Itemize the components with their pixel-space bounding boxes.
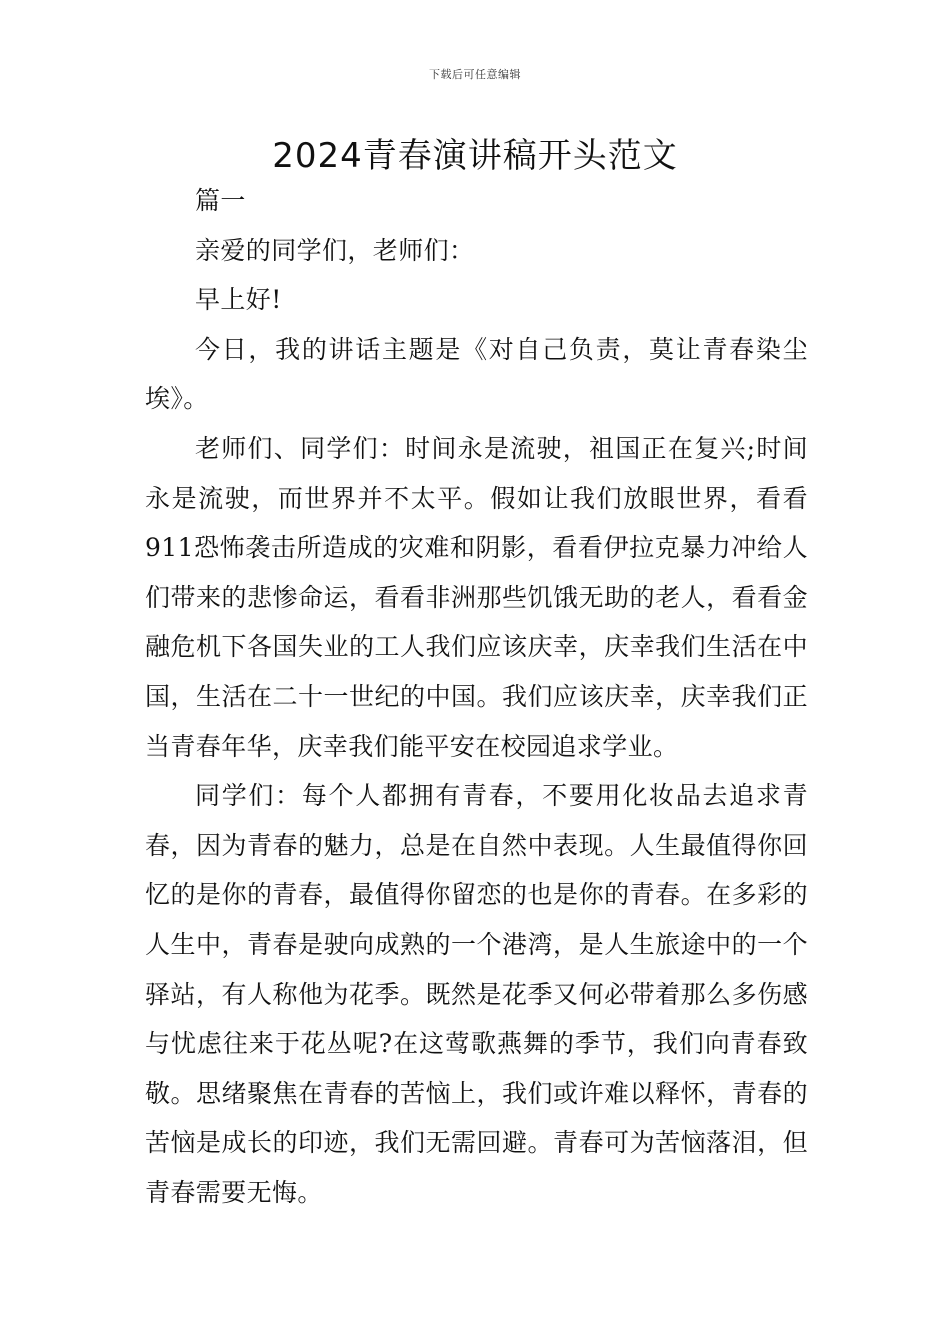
document-body — [145, 176, 808, 1217]
header-note: 下载后可任意编辑 — [429, 68, 521, 81]
document-title: 2024青春演讲稿开头范文 — [272, 136, 678, 176]
paragraph-section-label: 篇一 — [195, 186, 246, 215]
paragraph-body-1: 老师们、同学们：时间永是流驶，祖国正在复兴;时间永是流驶，而世界并不太平。假如让我们放眼世界，看看911恐怖袭击所造成的灾难和阴影，看看伊拉克暴力冲给人们带来的悲惨命运，看看非洲那些饥饿无助的老人，看看金融危机下各国失业的工人我们应该庆幸，庆幸我们生活在中国，生活在二十一世纪的中国。我们应该庆幸，庆幸我们正当青春年华，庆幸我们能平安在校园追求学业。 — [145, 433, 808, 761]
paragraph-salutation: 亲爱的同学们，老师们： — [195, 235, 475, 265]
paragraph-greeting: 早上好! — [195, 285, 282, 315]
paragraph-topic: 今日，我的讲话主题是《对自己负责，莫让青春染尘埃》。 — [145, 334, 808, 414]
paragraph-body-2: 同学们：每个人都拥有青春，不要用化妆品去追求青春，因为青春的魅力，总是在自然中表现。人生最值得你回忆的是你的青春，最值得你留恋的也是你的青春。在多彩的人生中，青春是驶向成熟的一个港湾，是人生旅途中的一个驿站，有人称他为花季。既然是花季又何必带着那么多伤感与忧虑往来于花丛呢?在这莺歌燕舞的季节，我们向青春致敬。思绪聚焦在青春的苦恼上，我们或许难以释怀，青春的苦恼是成长的印迹，我们无需回避。青春可为苦恼落泪，但青春需要无悔。 — [145, 781, 808, 1207]
